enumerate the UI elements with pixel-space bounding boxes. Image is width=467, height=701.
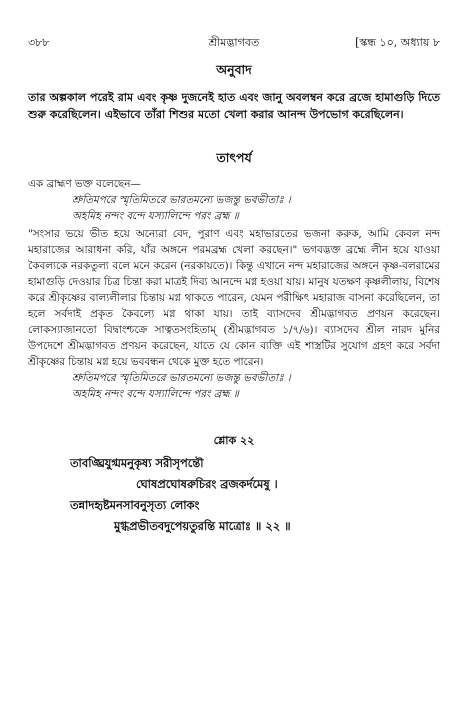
verse-line: ঘোষপ্রঘোষরুচিরং ব্রজকর্দমেষু । [136,477,278,491]
closing-quote-line: শ্রুতিমপরে স্মৃতিমিতরে ভারতমন্যে ভজন্তু ভবভীতাঃ । [72,372,291,384]
chapter-reference: [স্কন্ধ ১০, অধ্যায় ৮ [355,36,440,49]
closing-quote-line: অহমিহ নন্দং বন্দে যস্যালিন্দে পরং ব্রহ্ম ॥ [72,388,239,400]
quote-line: শ্রুতিমপরে স্মৃতিমিতরে ভারতমন্যে ভজন্তু ভবভীতাঃ । [72,194,291,206]
verse-heading: শ্লোক ২২ [213,434,255,447]
purport-paragraph: "সংসার ভয়ে ভীত হয়ে অন্যেরা বেদ, পুরাণ এবং মহাভারতের ভজনা করুক, আমি কেবল নন্দ মহারাজের আরাধনা করি, যাঁর অঙ্গনে পরমব্রহ্ম খেলা করছেন।" ভগবদ্ভক্ত ব্রহ্মে লীন হয়ে যাওয়া কৈবল্যকে নরকতুল্য বলে মনে করেন (নরকায়তে)। কিন্তু এখানে নন্দ মহারাজের অঙ্গনে কৃষ্ণ-বলরামের হামাগুড়ি দেওয়ার চিত্র চিন্তা করা মাত্রই দিব্য আনন্দে মগ্ন হওয়া যায়। মানুষ যতক্ষণ কৃষ্ণলীলায়, বিশেষ করে শ্রীকৃষ্ণের বাল্যলীলার চিন্তায় মগ্ন থাকতে পারেন, যেমন পরীক্ষিৎ মহারাজ বাসনা করেছিলেন, তা হলে সর্বদাই প্রকৃত কৈবল্যে মগ্ন থাকা যায়। তাই ব্যাসদেব শ্রীমদ্ভাগবত প্রণয়ন করেছেন। লোকস্যাজানতো বিদ্বাংশ্চক্রে সাত্বতসংহিতাম্ (শ্রীমদ্ভাগবত ১/৭/৬)। ব্যাসদেব শ্রীল নারদ মুনির উপদেশে শ্রীমদ্ভাগবত প্রণয়ন করেছেন, যাতে যে কোন ব্যক্তি এই শাস্ত্রটির সুযোগ গ্রহণ করে সর্বদা শ্রীকৃষ্ণের চিন্তায় মগ্ন হয়ে ভববন্ধন থেকে মুক্ত হতে পারেন। [28,228,440,368]
purport-intro: এক ব্রাহ্মণ ভক্ত বলেছেন— [28,178,141,190]
translation-text: তার অল্পকাল পরেই রাম এবং কৃষ্ণ দুজনেই হাত এবং জানু অবলম্বন করে ব্রজে হামাগুড়ি দিতে শুরু করেছিলেন। এইভাবে তাঁরা শিশুর মতো খেলা করার আনন্দ উপভোগ করেছিলেন। [28,91,440,121]
purport-heading: তাৎপর্য [216,150,252,165]
quote-line: অহমিহ নন্দং বন্দে যস্যালিন্দে পরং ব্রহ্ম ॥ [72,210,239,222]
verse-line: তন্নাদহৃষ্টমনসাবনুসৃত্য লোকং [70,498,200,512]
verse-line: মুগ্ধপ্রভীতবদুপেয়তুরন্তি মাত্রোঃ ॥ ২২ ॥ [114,519,291,533]
verse-line: তাবঙ্ঘ্রিযুগ্মমনুকৃষ্য সরীসৃপন্তৌ [70,456,204,470]
book-title: শ্রীমদ্ভাগবত [208,36,260,49]
page-number: ৩৮৮ [28,36,50,49]
translation-heading: অনুবাদ [216,62,252,77]
running-header [28,34,440,52]
page [28,34,440,535]
